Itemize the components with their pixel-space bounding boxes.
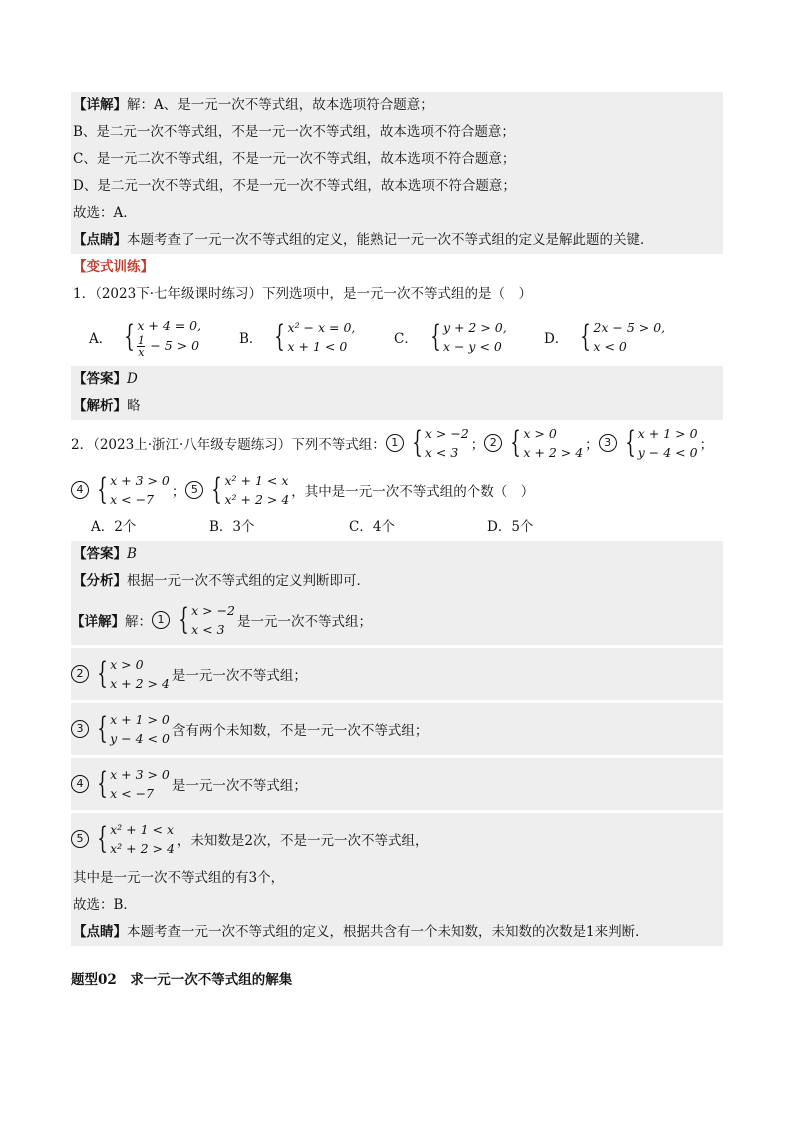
q2-fenxi: 【分析】根据一元一次不等式组的定义判断即可． bbox=[71, 568, 723, 595]
q2-detail-4: 4 { x + 3 > 0 x < −7 是一元一次不等式组； bbox=[71, 755, 723, 810]
q1-option-c: C． { y + 2 > 0, x − y < 0 bbox=[394, 319, 507, 354]
brace-icon: { bbox=[178, 602, 189, 637]
brace-system: { x + 1 > 0 y − 4 < 0 bbox=[97, 711, 170, 746]
q1-options bbox=[71, 308, 723, 366]
detail-line-3: C、是一元二次不等式组，不是一元一次不等式组，故本选项不符合题意； bbox=[71, 146, 723, 173]
brace-icon: { bbox=[97, 711, 108, 746]
q2-stem-line-1: 2．（2023上·浙江·八年级专题练习）下列不等式组： 1 { x > −2 x < 3 ； 2 { x > 0 x + 2 > 4 ； 3 { x + 1 > 0 y − 4 < 0 ； bbox=[71, 425, 714, 460]
brace-system: { x + 4 = 0, $\frac{1}{x}$ − 5 > 0 bbox=[124, 318, 202, 359]
circled-number: 5 bbox=[71, 830, 89, 848]
circled-number: 4 bbox=[71, 775, 89, 793]
brace-system: { x > 0 x + 2 > 4 bbox=[510, 425, 584, 460]
circled-number: 4 bbox=[71, 481, 89, 499]
q2-detail-3: 3 { x + 1 > 0 y − 4 < 0 含有两个未知数，不是一元一次不等式组； bbox=[71, 700, 723, 755]
detail-line-4: D、是二元一次不等式组，不是一元一次不等式组，故本选项不符合题意； bbox=[71, 173, 723, 200]
brace-system: { x + 3 > 0 x < −7 bbox=[97, 472, 170, 507]
brace-icon: { bbox=[580, 319, 592, 354]
q2-comment: 【点睛】本题考查一元一次不等式组的定义，根据共含有一个未知数，未知数的次数是1来判断． bbox=[71, 919, 723, 946]
brace-system: { x + 3 > 0 x < −7 bbox=[97, 766, 170, 801]
q2-options bbox=[71, 514, 723, 541]
q2-option-c: C．4个 bbox=[349, 519, 395, 535]
brace-icon: { bbox=[510, 425, 522, 460]
brace-icon: { bbox=[97, 821, 108, 856]
q2-choose: 故选：B． bbox=[71, 892, 723, 919]
detail-line-1: 【详解】解：A、是一元一次不等式组，故本选项符合题意； bbox=[71, 92, 723, 119]
variant-training-label: 【变式训练】 bbox=[73, 259, 154, 275]
brace-icon: { bbox=[97, 472, 108, 507]
circled-number: 3 bbox=[599, 434, 617, 452]
circled-number: 1 bbox=[386, 434, 404, 452]
brace-icon: { bbox=[211, 472, 223, 507]
q2-detail-1: 【详解】 解： 1 { x > −2 x < 3 是一元一次不等式组； bbox=[71, 595, 723, 645]
circled-number: 1 bbox=[152, 611, 170, 629]
brace-system: { x² + 1 < x x² + 2 > 4 bbox=[211, 472, 290, 507]
circled-number: 2 bbox=[71, 665, 89, 683]
brace-system: { x > −2 x < 3 bbox=[412, 425, 469, 460]
fraction: $\frac{1}{x}$ bbox=[137, 334, 145, 359]
circled-number: 2 bbox=[484, 434, 502, 452]
q1-answer: 【答案】D bbox=[71, 366, 723, 393]
q1-option-d: D． { 2x − 5 > 0, x < 0 bbox=[544, 319, 666, 354]
brace-system: { x > −2 x < 3 bbox=[178, 602, 235, 637]
brace-icon: { bbox=[274, 319, 286, 354]
q2-detail-5: 5 { x² + 1 < x x² + 2 > 4 ，未知数是2次，不是一元一次不等式组， bbox=[71, 810, 723, 865]
q1-option-a: A． { x + 4 = 0, $\frac{1}{x}$ − 5 > 0 bbox=[89, 318, 202, 359]
q2-stem-line-2: 4 { x + 3 > 0 x < −7 ； 5 { x² + 1 < x x² + 2 > 4 ，其中是一元一次不等式组的个数（ ） bbox=[71, 466, 723, 514]
brace-system: { x² + 1 < x x² + 2 > 4 bbox=[97, 821, 175, 856]
q1-option-b: B． { x² − x = 0, x + 1 < 0 bbox=[239, 319, 356, 354]
q2-option-b: B．3个 bbox=[209, 519, 255, 535]
q2-detail-2: 2 { x > 0 x + 2 > 4 是一元一次不等式组； bbox=[71, 645, 723, 700]
q2-option-a: A．2个 bbox=[91, 519, 137, 535]
brace-icon: { bbox=[124, 319, 136, 354]
brace-system: { y + 2 > 0, x − y < 0 bbox=[430, 319, 507, 354]
brace-icon: { bbox=[624, 425, 636, 460]
q1-analysis: 【解析】略 bbox=[71, 393, 723, 420]
brace-system: { x² − x = 0, x + 1 < 0 bbox=[274, 319, 356, 354]
brace-icon: { bbox=[97, 766, 108, 801]
comment-line: 【点睛】本题考查了一元一次不等式组的定义，能熟记一元一次不等式组的定义是解此题的关键． bbox=[71, 227, 723, 254]
brace-system: { x + 1 > 0 y − 4 < 0 bbox=[624, 425, 698, 460]
detail-line-5: 故选：A． bbox=[71, 200, 723, 227]
document-page bbox=[71, 92, 723, 988]
q2-conclusion: 其中是一元一次不等式组的有3个， bbox=[71, 865, 723, 892]
brace-icon: { bbox=[97, 656, 108, 691]
q2-option-d: D．5个 bbox=[487, 519, 534, 535]
section-title: 题型02 求一元一次不等式组的解集 bbox=[71, 972, 293, 988]
detail-line-2: B、是二元一次不等式组，不是一元一次不等式组，故本选项不符合题意； bbox=[71, 119, 723, 146]
brace-icon: { bbox=[412, 425, 423, 460]
brace-icon: { bbox=[430, 319, 441, 354]
circled-number: 3 bbox=[71, 720, 89, 738]
brace-system: { x > 0 x + 2 > 4 bbox=[97, 656, 170, 691]
circled-number: 5 bbox=[185, 481, 203, 499]
brace-system: { 2x − 5 > 0, x < 0 bbox=[580, 319, 666, 354]
q1-stem: 1．（2023下·七年级课时练习）下列选项中，是一元一次不等式组的是（ ） bbox=[73, 286, 532, 302]
q2-answer: 【答案】B bbox=[71, 541, 723, 568]
